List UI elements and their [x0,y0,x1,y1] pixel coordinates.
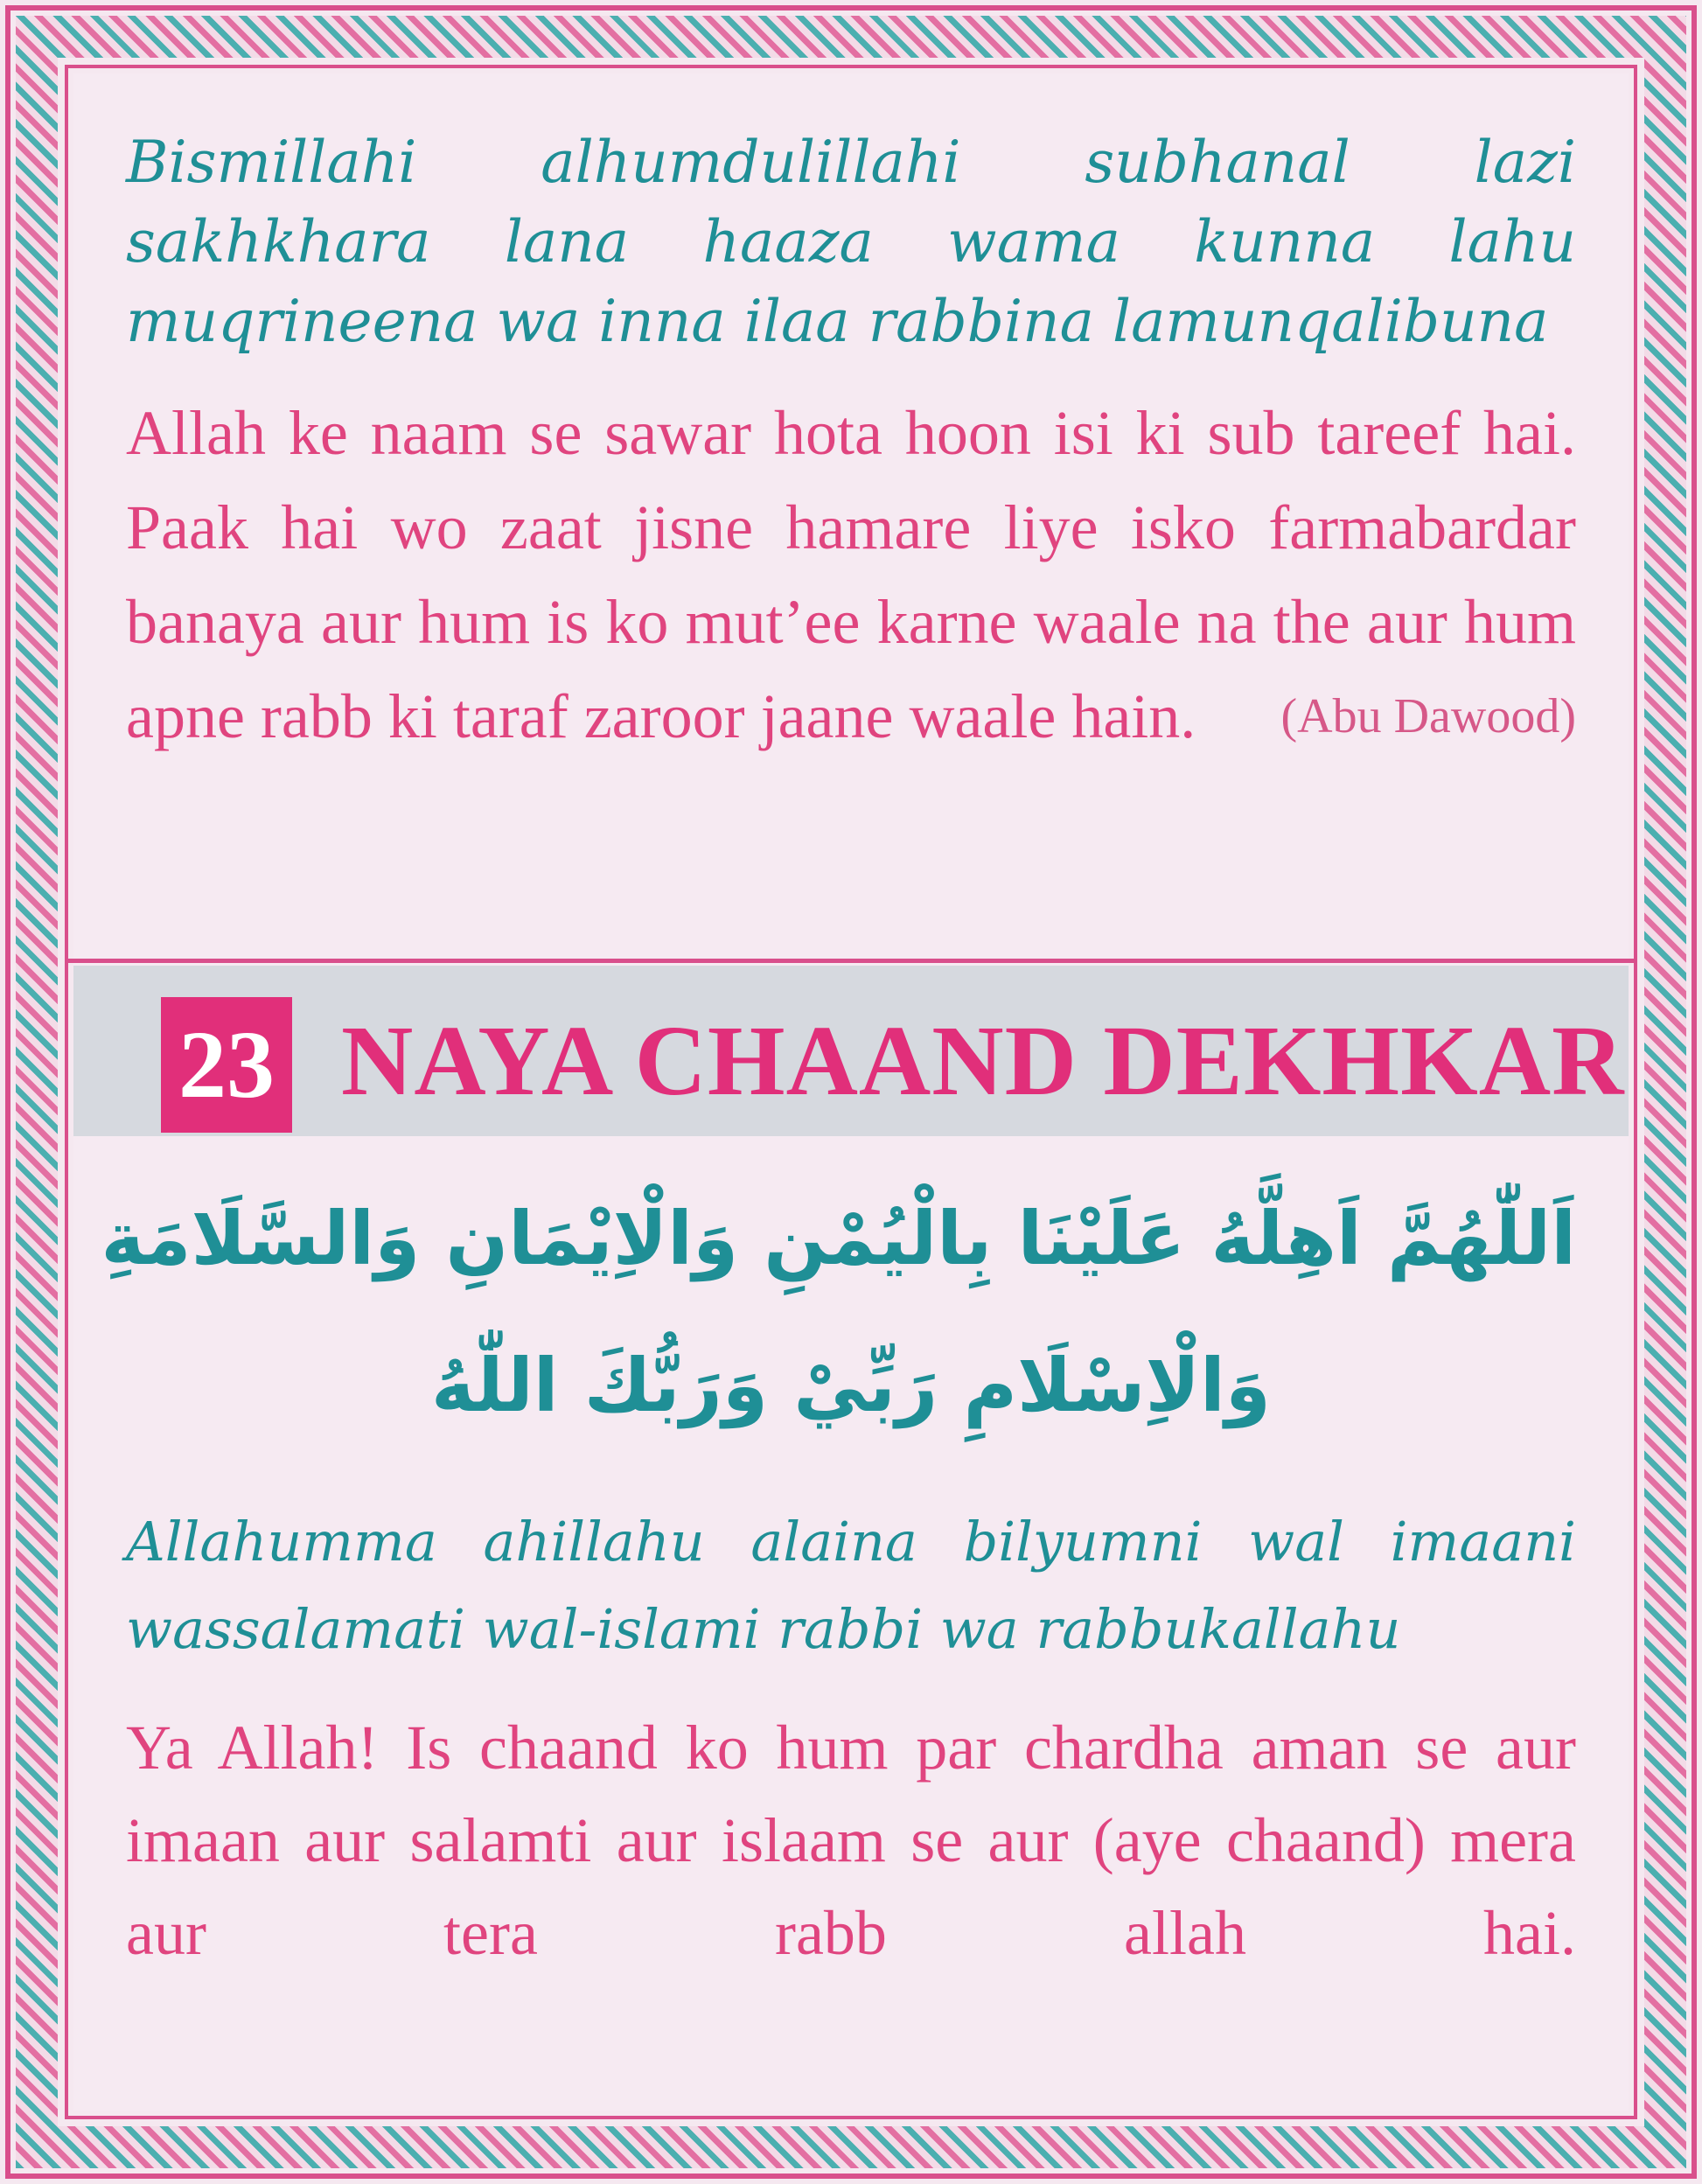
page-content [73,73,1629,2111]
dua-heading [73,966,1629,1136]
arabic-text-line-1: اَللّٰهُمَّ اَهِلَّهُ عَلَيْنَا بِالْيُمْنِ وَالْاِيْمَانِ وَالسَّلَامَةِ [101,1196,1576,1281]
dua-number-badge: 23 [161,997,292,1133]
previous-dua-translation [126,386,1576,764]
source-reference: (Abu Dawood) [1280,689,1576,743]
arabic-text-line-2: وَالْاِسْلَامِ رَبِّيْ وَرَبُّكَ اللّٰهُ [430,1343,1271,1428]
dua-section [73,1136,1629,2111]
previous-dua-section [73,73,1629,959]
section-divider [65,959,1637,963]
dua-title: NAYA CHAAND DEKHKAR [341,1005,1625,1116]
dua-translation: Ya Allah! Is chaand ko hum par chardha aman se aur imaan aur salamti aur islaam se aur (aye chaand) mera aur tera rabb allah hai. [126,1713,1576,1968]
previous-dua-translation-text: Allah ke naam se sawar hota hoon isi ki sub tareef hai. Paak hai wo zaat jisne hamare liye isko farmabardar banaya aur hum is ko mut’ee karne waale na the aur hum apne rabb ki taraf zaroor jaane waale hain. [126,398,1576,751]
previous-dua-transliteration: Bismillahi alhumdulillahi subhanal lazi sakhkhara lana haaza wama kunna lahu muqrineena wa inna ilaa rabbina lamunqalibuna [126,129,1576,355]
dua-transliteration: Allahumma ahillahu alaina bilyumni wal imaani wassalamati wal-islami rabbi wa rabbukallahu [126,1510,1576,1661]
